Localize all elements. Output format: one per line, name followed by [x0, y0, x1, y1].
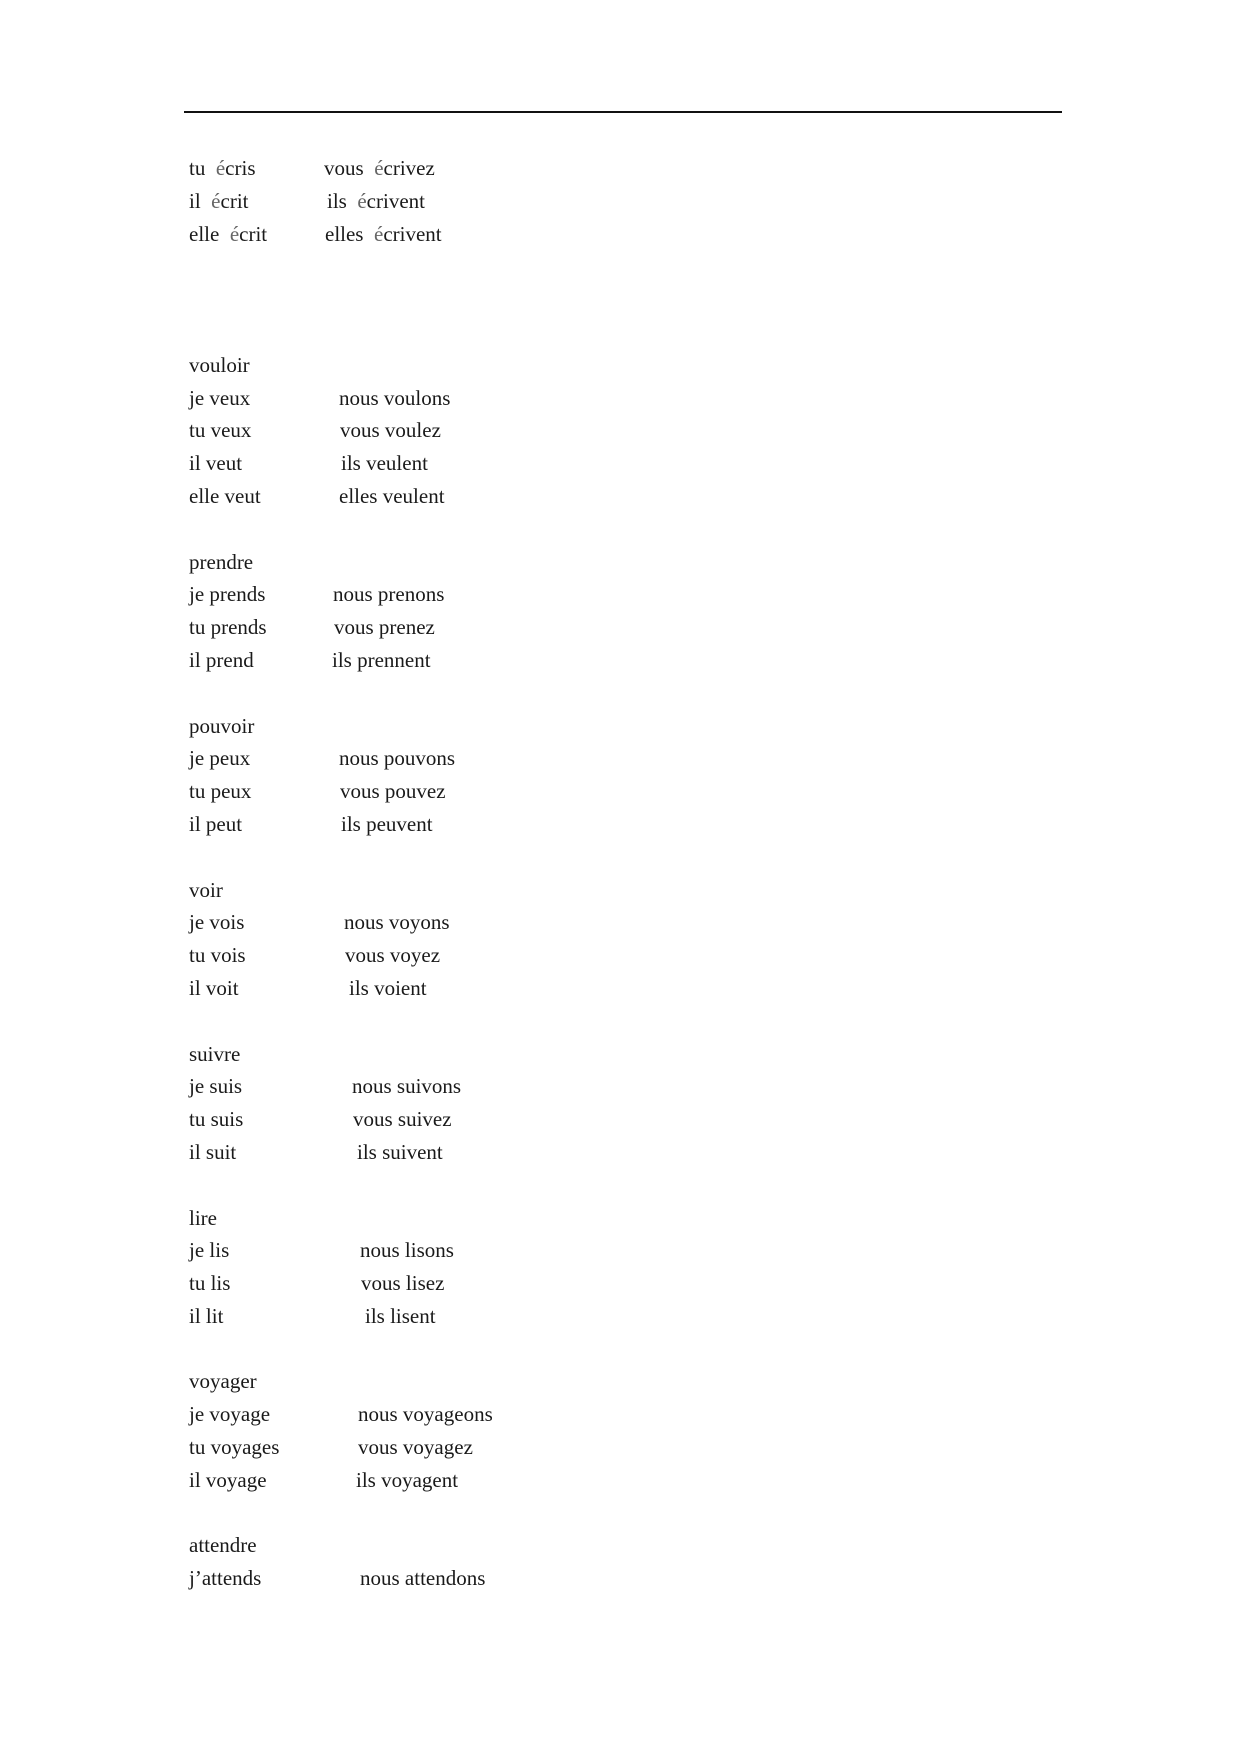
plural-form: vous suivez	[353, 1107, 452, 1132]
plural-form: nous voulons	[339, 385, 451, 410]
conjugation-list	[189, 152, 989, 1595]
singular-form: il lit	[189, 1303, 224, 1328]
plural-form: ils suivent	[357, 1139, 443, 1164]
verb-infinitive: lire	[189, 1205, 217, 1230]
singular-form: tu veux	[189, 418, 252, 443]
verb-infinitive: suivre	[189, 1041, 241, 1066]
singular-form: tu suis	[189, 1107, 244, 1132]
plural-form: ils lisent	[365, 1303, 436, 1328]
plural-form: ils écrivent	[327, 188, 425, 213]
conjugation-row	[189, 1562, 989, 1595]
header-rule	[184, 111, 1062, 113]
conjugation-row	[189, 906, 989, 939]
conjugation-row	[189, 939, 989, 972]
spacer	[189, 513, 989, 546]
verb-heading	[189, 546, 989, 579]
singular-form: elle écrit	[189, 221, 268, 246]
plural-form: ils veulent	[341, 451, 428, 476]
singular-form: il peut	[189, 811, 243, 836]
verb-infinitive: vouloir	[189, 352, 250, 377]
singular-form: elle veut	[189, 483, 261, 508]
spacer	[189, 1333, 989, 1366]
conjugation-row	[189, 808, 989, 841]
singular-form: il voyage	[189, 1467, 267, 1492]
spacer	[189, 1169, 989, 1202]
plural-form: elles écrivent	[325, 221, 442, 246]
verb-heading	[189, 1038, 989, 1071]
conjugation-row	[189, 1431, 989, 1464]
plural-form: nous suivons	[352, 1074, 462, 1099]
plural-form: nous prenons	[333, 582, 445, 607]
singular-form: tu vois	[189, 943, 246, 968]
plural-form: ils peuvent	[341, 811, 433, 836]
verb-infinitive: prendre	[189, 549, 254, 574]
conjugation-row	[189, 1070, 989, 1103]
singular-form: je voyage	[189, 1402, 271, 1427]
conjugation-row	[189, 775, 989, 808]
plural-form: vous prenez	[334, 615, 435, 640]
plural-form: vous voyagez	[358, 1435, 473, 1460]
singular-form: je lis	[189, 1238, 230, 1263]
spacer	[189, 1497, 989, 1530]
conjugation-row	[189, 1267, 989, 1300]
spacer	[189, 841, 989, 874]
singular-form: il veut	[189, 451, 243, 476]
conjugation-row	[189, 382, 989, 415]
conjugation-row	[189, 742, 989, 775]
conjugation-row	[189, 152, 989, 185]
verb-heading	[189, 1529, 989, 1562]
plural-form: nous voyageons	[358, 1402, 493, 1427]
conjugation-row	[189, 218, 989, 251]
singular-form: il voit	[189, 975, 239, 1000]
conjugation-row	[189, 480, 989, 513]
singular-form: il suit	[189, 1139, 237, 1164]
plural-form: vous pouvez	[340, 779, 446, 804]
spacer	[189, 250, 989, 348]
conjugation-row	[189, 1103, 989, 1136]
spacer	[189, 677, 989, 710]
plural-form: nous pouvons	[339, 746, 456, 771]
verb-heading	[189, 710, 989, 743]
plural-form: nous attendons	[360, 1566, 486, 1591]
plural-form: elles veulent	[339, 483, 445, 508]
plural-form: nous voyons	[344, 910, 450, 935]
conjugation-row	[189, 1398, 989, 1431]
singular-form: il écrit	[189, 188, 249, 213]
singular-form: tu écris	[189, 156, 256, 180]
singular-form: je veux	[189, 385, 251, 410]
conjugation-row	[189, 1464, 989, 1497]
conjugation-row	[189, 1234, 989, 1267]
conjugation-row	[189, 578, 989, 611]
verb-infinitive: attendre	[189, 1533, 257, 1558]
plural-form: vous écrivez	[324, 156, 435, 180]
plural-form: ils prennent	[332, 647, 431, 672]
singular-form: tu prends	[189, 615, 267, 640]
spacer	[189, 1005, 989, 1038]
singular-form: j’attends	[189, 1566, 262, 1591]
plural-form: ils voyagent	[356, 1467, 459, 1492]
singular-form: je suis	[189, 1074, 243, 1099]
plural-form: vous voyez	[345, 943, 441, 968]
conjugation-row	[189, 1136, 989, 1169]
verb-heading	[189, 874, 989, 907]
conjugation-row	[189, 447, 989, 480]
singular-form: je prends	[189, 582, 266, 607]
singular-form: il prend	[189, 647, 254, 672]
conjugation-row	[189, 185, 989, 218]
singular-form: tu peux	[189, 779, 252, 804]
conjugation-row	[189, 414, 989, 447]
verb-infinitive: pouvoir	[189, 713, 255, 738]
verb-heading	[189, 1365, 989, 1398]
singular-form: je peux	[189, 746, 251, 771]
conjugation-row	[189, 972, 989, 1005]
verb-infinitive: voyager	[189, 1369, 257, 1394]
singular-form: tu lis	[189, 1271, 231, 1296]
singular-form: tu voyages	[189, 1435, 280, 1460]
plural-form: vous voulez	[340, 418, 441, 443]
singular-form: je vois	[189, 910, 245, 935]
conjugation-row	[189, 611, 989, 644]
verb-infinitive: voir	[189, 877, 223, 902]
plural-form: ils voient	[349, 975, 427, 1000]
conjugation-row	[189, 644, 989, 677]
verb-heading	[189, 349, 989, 382]
verb-heading	[189, 1202, 989, 1235]
plural-form: vous lisez	[361, 1271, 445, 1296]
conjugation-row	[189, 1300, 989, 1333]
plural-form: nous lisons	[360, 1238, 454, 1263]
